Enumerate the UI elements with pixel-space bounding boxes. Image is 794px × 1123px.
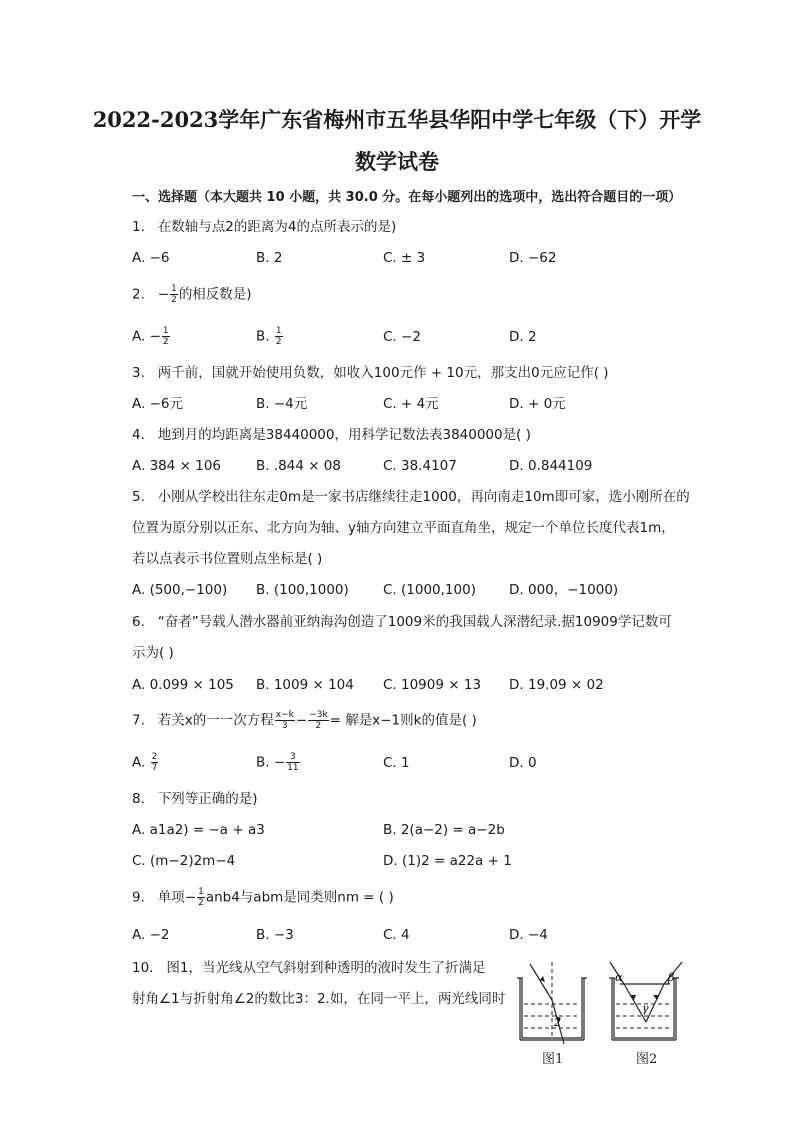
exam-title-line2: 数学试卷 [355, 149, 439, 174]
option-b: B. 2(a−2) = a−2b [383, 822, 505, 838]
fraction: $\frac{1}{2}$ [171, 284, 177, 305]
question-9: 9. 单项− $\frac{1}{2}$ anb4与abm是同类则nm = ( ) [132, 887, 394, 908]
question-text: 下列等正确的是) [157, 791, 258, 807]
question-text-line: 示为( ) [132, 645, 174, 661]
question-number: 10. [132, 960, 154, 976]
option-a: A. (500,−100) [132, 582, 228, 598]
option-a: A. − $\frac{1}{2}$ [132, 326, 169, 347]
option-c: C. 4 [383, 927, 410, 943]
option-d: D. 0 [509, 755, 537, 771]
beta-label: β [668, 971, 675, 984]
question-5 [132, 488, 690, 506]
question-number: 3. [132, 365, 145, 381]
question-text-line: 小刚从学校出往东走0m是一家书店继续往走1000，再向南走10m即可家，选小刚所在的 [157, 489, 690, 505]
option-c: C. −2 [383, 329, 421, 345]
refraction-figures [512, 960, 692, 1070]
question-number: 2. [132, 286, 145, 303]
question-number: 8. [132, 791, 145, 807]
alpha-label: α [615, 971, 623, 984]
option-b: B. − $\frac{3}{11}$ [256, 752, 299, 773]
figure-1-caption: 图1 [542, 1052, 564, 1067]
option-a: A. 384 × 106 [132, 458, 222, 474]
option-b: B. 2 [256, 250, 283, 266]
option-c: C. 38.4107 [383, 458, 457, 474]
option-c: C. 10909 × 13 [383, 677, 482, 693]
question-number: 7. [132, 712, 145, 729]
question-8 [132, 790, 258, 808]
question-1 [132, 218, 396, 236]
option-b: B. .844 × 08 [256, 458, 341, 474]
option-d: D. −62 [509, 250, 557, 266]
section-header: 一、选择题（本大题共 10 小题，共 30.0 分。在每小题列出的选项中，选出符合题目的一项） [132, 190, 682, 205]
option-c: C. + 4元 [383, 396, 439, 412]
option-b: B. −4元 [256, 396, 308, 412]
option-a: A. −6元 [132, 396, 183, 412]
option-a: A. a1a2) = −a + a3 [132, 822, 265, 838]
option-c: C. (1000,100) [383, 582, 476, 598]
question-text-line: “奋者”号载人潜水器前亚纳海沟创造了1009米的我国载人深潜纪录.据10909学记数可 [157, 614, 672, 630]
question-text-line: 若以点表示书位置则点坐标是( ) [132, 551, 323, 567]
option-a: A. −2 [132, 927, 170, 943]
option-a: A. 0.099 × 105 [132, 677, 234, 693]
question-3 [132, 364, 609, 382]
question-6 [132, 613, 672, 631]
question-text-line: 图1，当光线从空气斜射到种透明的液时发生了折满足 [166, 960, 486, 976]
option-d: D. 2 [509, 329, 537, 345]
option-d: D. 000，−1000) [509, 582, 619, 598]
question-number: 5. [132, 489, 145, 505]
option-d: D. −4 [509, 927, 548, 943]
question-number: 6. [132, 614, 145, 630]
question-4 [132, 426, 531, 444]
question-text-line: 射角∠1与折射角∠2的数比3：2.如，在同一平上，两光线同时 [132, 991, 506, 1007]
exam-title-line1: 2022-2023学年广东省梅州市五华县华阳中学七年级（下）开学 [92, 107, 702, 132]
option-d: D. 0.844109 [509, 458, 593, 474]
figure-1-diagram [512, 960, 692, 1050]
option-c: C. ± 3 [383, 250, 426, 266]
option-d: D. 19.09 × 02 [509, 677, 604, 693]
question-number: 9. [132, 889, 145, 906]
option-a: A. −6 [132, 250, 170, 266]
question-10 [132, 959, 485, 977]
gamma-label: γ [642, 1002, 649, 1015]
question-text: 地到月的均距离是38440000，用科学记数法表3840000是( ) [157, 427, 531, 443]
option-c: C. 1 [383, 755, 410, 771]
angle-label: 2 [554, 1016, 561, 1029]
option-b: B. $\frac{1}{2}$ [256, 326, 282, 347]
option-c: C. (m−2)2m−4 [132, 853, 236, 869]
question-text: 两千前，国就开始使用负数，如收入100元作 + 10元，那支出0元应记作( ) [157, 365, 609, 381]
question-number: 1. [132, 219, 145, 235]
question-number: 4. [132, 427, 145, 443]
option-b: B. −3 [256, 927, 294, 943]
option-a: A. $\frac{2}{7}$ [132, 752, 158, 773]
question-2: 2. − $\frac{1}{2}$ 的相反数是) [132, 284, 252, 305]
option-b: B. 1009 × 104 [256, 677, 354, 693]
question-text-line: 位置为原分别以正东、北方向为轴、y轴方向建立平面直角坐，规定一个单位长度代表1m， [132, 520, 675, 536]
option-b: B. (100,1000) [256, 582, 349, 598]
question-7: 7. 若关x的一一次方程 $\frac{x-k}{3}$ − $\frac{-3k}{2}$ = 解是x−1则k的值是( ) [132, 710, 477, 731]
option-d: D. + 0元 [509, 396, 566, 412]
question-text: 在数轴与点2的距离为4的点所表示的是) [157, 219, 397, 235]
figure-2-caption: 图2 [636, 1052, 658, 1067]
option-d: D. (1)2 = a22a + 1 [383, 853, 512, 869]
